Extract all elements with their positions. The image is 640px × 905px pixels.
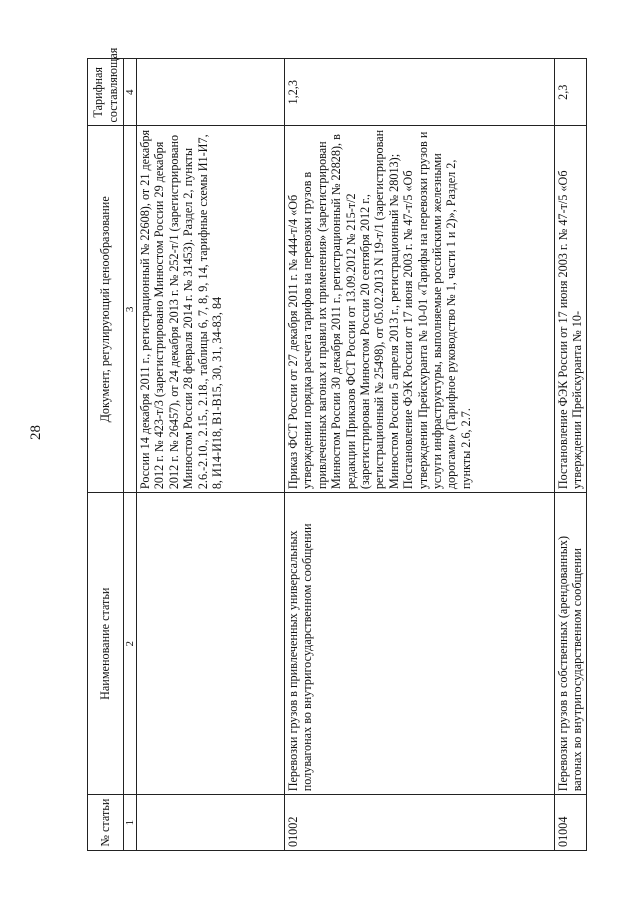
column-number-row <box>124 59 137 851</box>
row-tariff <box>137 59 285 127</box>
row-number <box>137 795 285 851</box>
row-number: 01004 <box>555 795 587 851</box>
header-pricing-document: Документ, регулирующий ценообразование <box>88 126 124 493</box>
row-name: Перевозки грузов в собственных (арендованных) вагонах во внутригосударственном сообщении <box>555 493 587 795</box>
table-row <box>555 59 587 851</box>
row-document-part: Приказ ФСТ России от 27 декабря 2011 г. № 444-т/4 «Об утверждении порядка расчета тарифов на перевозки грузов в привлеченных вагонах и правил их применения» (зарегистрирован Минюстом России 30 декабря 2011 г., регистрационный № 22828), в редакции Приказов ФСТ России от 13.09.2012 № 215-т/2 (зарегистрирован Минюстом России 20 сентября 2012 г., регистрационный № 25498), от 05.02.2013 N 19-т/1 (зарегистрирован Минюстом России 5 апреля 2013 г., регистрационный № 28013); <box>286 129 401 490</box>
row-tariff: 2,3 <box>555 59 587 127</box>
header-tariff-component: Тарифная составляющая <box>88 59 124 127</box>
column-number: 3 <box>124 126 137 493</box>
row-document <box>285 126 555 493</box>
header-article-name: Наименование статьи <box>88 493 124 795</box>
table-row <box>137 59 285 851</box>
header-article-number: № статьи <box>88 795 124 851</box>
column-number: 1 <box>124 795 137 851</box>
table-header-row <box>88 59 124 851</box>
row-name: Перевозки грузов в привлеченных универсальных полувагонах во внутригосударственном сообщении <box>285 493 555 795</box>
row-name <box>137 493 285 795</box>
column-number: 2 <box>124 493 137 795</box>
row-document: России 14 декабря 2011 г., регистрационный № 22608), от 21 декабря 2012 г. № 423-т/3 (зарегистрировано Минюстом России 29 декабря 2012 г. № 26457), от 24 декабря 2013 г. № 252-т/1 (зарегистрировано Минюстом России 28 февраля 2014 г. № 31453). Раздел 2, пункты 2.6.-2.10., 2.15., 2.18., таблицы 6, 7, 8, 9, 14, тарифные схемы И1-И7, 8, И14-И18, В1-В15, 30, 31, 34-83, 84 <box>137 126 285 493</box>
row-document: Постановление ФЭК России от 17 июня 2003 г. № 47-т/5 «Об утверждении Прейскуранта № 10- <box>555 126 587 493</box>
column-number: 4 <box>124 59 137 127</box>
table-row <box>285 59 555 851</box>
tariff-table <box>87 47 587 851</box>
rotated-table-container <box>87 47 585 851</box>
row-document-part: Постановление ФЭК России от 17 июня 2003 г. № 47-т/5 «Об утверждении Прейскуранта № 10-01 «Тарифы на перевозки грузов и услуги инфраструктуры, выполняемые российскими железными дорогами» (Тарифное руководство № 1, части 1 и 2)», Раздел 2, пункты 2.6, 2.7. <box>401 131 473 490</box>
row-number: 01002 <box>285 795 555 851</box>
page-number: 28 <box>28 425 44 440</box>
row-tariff: 1,2,3 <box>285 59 555 127</box>
